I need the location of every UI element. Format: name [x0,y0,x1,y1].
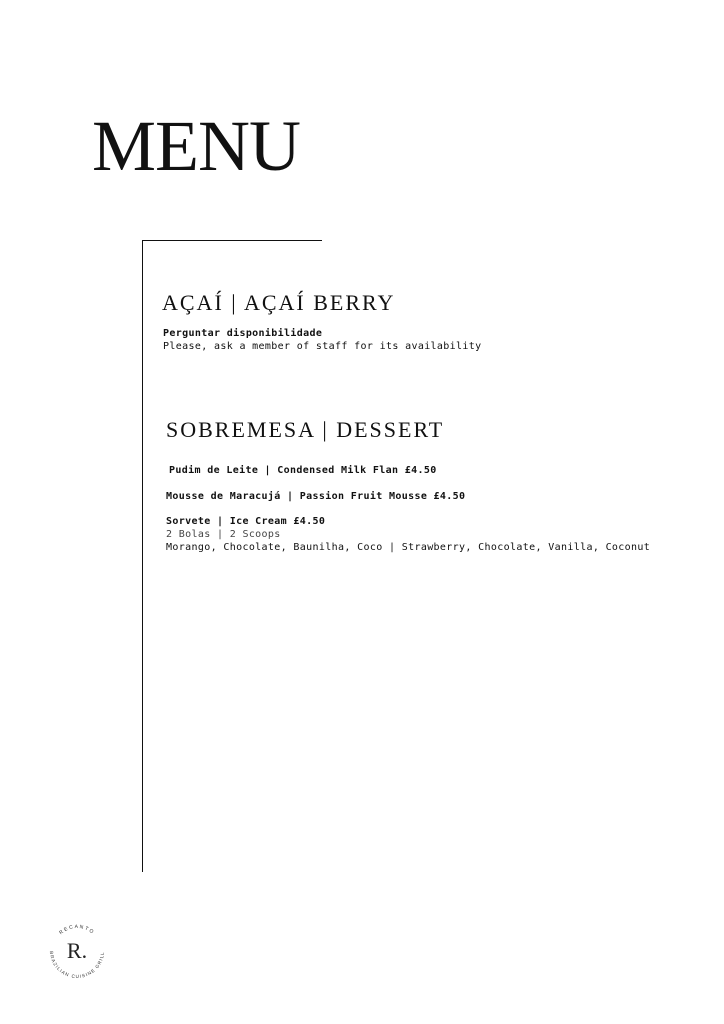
logo-ring-top-text: RECANTO [58,923,96,937]
restaurant-logo [44,918,110,984]
logo-ring-bottom-text: BRAZILIAN CUISINE GRILL [48,950,106,980]
acai-note-portuguese: Perguntar disponibilidade [163,328,323,339]
dessert-item-sorvete: Sorvete | Ice Cream £4.50 [166,516,326,527]
dessert-item-pudim: Pudim de Leite | Condensed Milk Flan £4.50 [169,465,437,476]
frame-left-rule [142,240,143,872]
svg-text:RECANTO [58,924,95,936]
frame-top-rule [142,240,322,241]
dessert-item-sorvete-flavours: Morango, Chocolate, Baunilha, Coco | Strawberry, Chocolate, Vanilla, Coconut [166,542,651,553]
logo-emblem-icon [44,918,110,984]
dessert-item-mousse: Mousse de Maracujá | Passion Fruit Mousse £4.50 [166,491,466,502]
logo-letter: R. [66,938,88,963]
dessert-item-sorvete-scoops: 2 Bolas | 2 Scoops [166,529,281,540]
acai-heading: AÇAÍ | AÇAÍ BERRY [162,290,396,315]
dessert-heading: SOBREMESA | DESSERT [166,417,445,442]
acai-note-english: Please, ask a member of staff for its availability [163,341,482,352]
page-title: MENU [92,106,300,186]
